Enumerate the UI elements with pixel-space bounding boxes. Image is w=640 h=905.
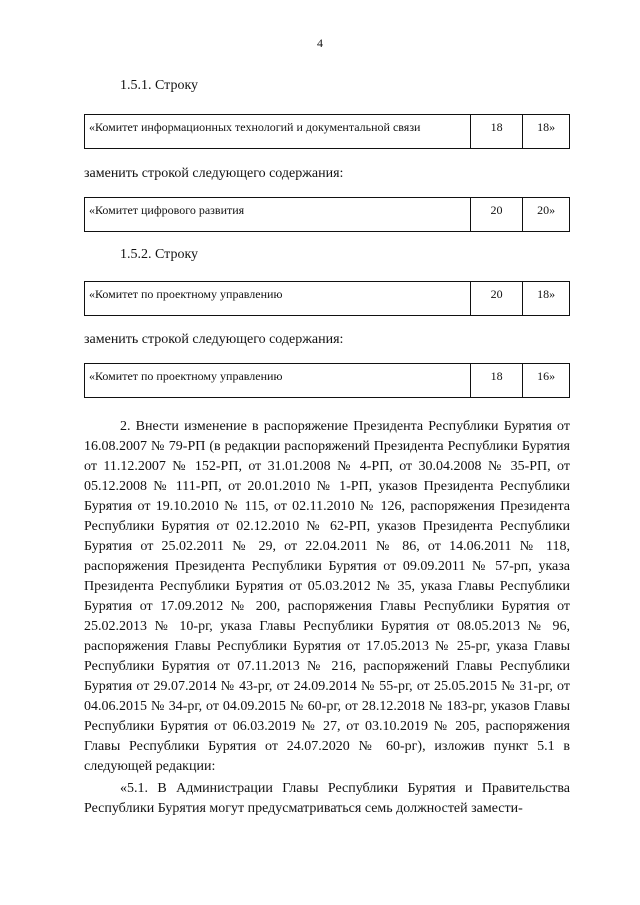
table-cell-value-2: 18»	[523, 282, 570, 316]
table-cell-value-2: 18»	[523, 115, 570, 149]
replace-text-2: заменить строкой следующего содержания:	[84, 332, 344, 347]
table-cell-value-1: 18	[470, 364, 522, 398]
body-text	[84, 417, 570, 819]
table-cell-value-1: 18	[470, 115, 522, 149]
table-cell-value-2: 20»	[523, 198, 570, 232]
section-heading-1-5-1: 1.5.1. Строку	[120, 78, 199, 93]
table-row-original-1	[84, 114, 570, 149]
section-heading-1-5-2: 1.5.2. Строку	[120, 247, 199, 262]
paragraph-2: 2. Внести изменение в распоряжение Президента Республики Бурятия от 16.08.2007 № 79-РП (в редакции распоряжений Президента Республики Бурятия от 11.12.2007 № 152-РП, от 31.01.2008 № 4-РП, от 30.04.2008 № 35-РП, от 05.12.2008 № 111-РП, от 20.01.2010 № 1-РП, указов Президента Республики Бурятия от 19.10.2010 № 115, от 02.11.2010 № 126, распоряжения Президента Республики Бурятия от 02.12.2010 № 62-РП, указов Президента Республики Бурятия от 25.02.2011 № 29, от 22.04.2011 № 86, от 14.06.2011 № 118, распоряжения Президента Республики Бурятия от 09.09.2011 № 57-рп, указа Президента Республики Бурятия от 05.03.2012 № 35, указа Главы Республики Бурятия от 17.09.2012 № 200, распоряжения Главы Республики Бурятия от 25.02.2013 № 10-рг, указа Главы Республики Бурятия от 08.05.2013 № 96, распоряжения Главы Республики Бурятия от 17.05.2013 № 25-рг, указа Главы Республики Бурятия от 07.11.2013 № 216, распоряжений Главы Республики Бурятия от 29.07.2014 № 43-рг, от 24.09.2014 № 55-рг, от 25.05.2015 № 31-рг, от 04.06.2015 № 34-рг, от 04.09.2015 № 60-рг, от 28.12.2018 № 183-рг, указов Главы Республики Бурятия от 06.03.2019 № 27, от 03.10.2019 № 205, распоряжения Главы Республики Бурятия от 24.07.2020 № 60-рг), изложив пункт 5.1 в следующей редакции:	[84, 419, 570, 774]
table-row-replacement-1	[84, 197, 570, 232]
table-cell-name: «Комитет цифрового развития	[85, 198, 471, 232]
table-row-replacement-2	[84, 363, 570, 398]
table-cell-name: «Комитет по проектному управлению	[85, 364, 471, 398]
table-row-original-2	[84, 281, 570, 316]
table-cell-value-1: 20	[470, 198, 522, 232]
page-number: 4	[317, 36, 323, 50]
table-cell-value-1: 20	[470, 282, 522, 316]
table-cell-name: «Комитет по проектному управлению	[85, 282, 471, 316]
paragraph-5-1: «5.1. В Администрации Главы Республики Бурятия и Правительства Республики Бурятия могут предусматриваться семь должностей замести-	[84, 781, 570, 816]
table-cell-value-2: 16»	[523, 364, 570, 398]
table-cell-name: «Комитет информационных технологий и документальной связи	[85, 115, 471, 149]
replace-text-1: заменить строкой следующего содержания:	[84, 166, 344, 181]
